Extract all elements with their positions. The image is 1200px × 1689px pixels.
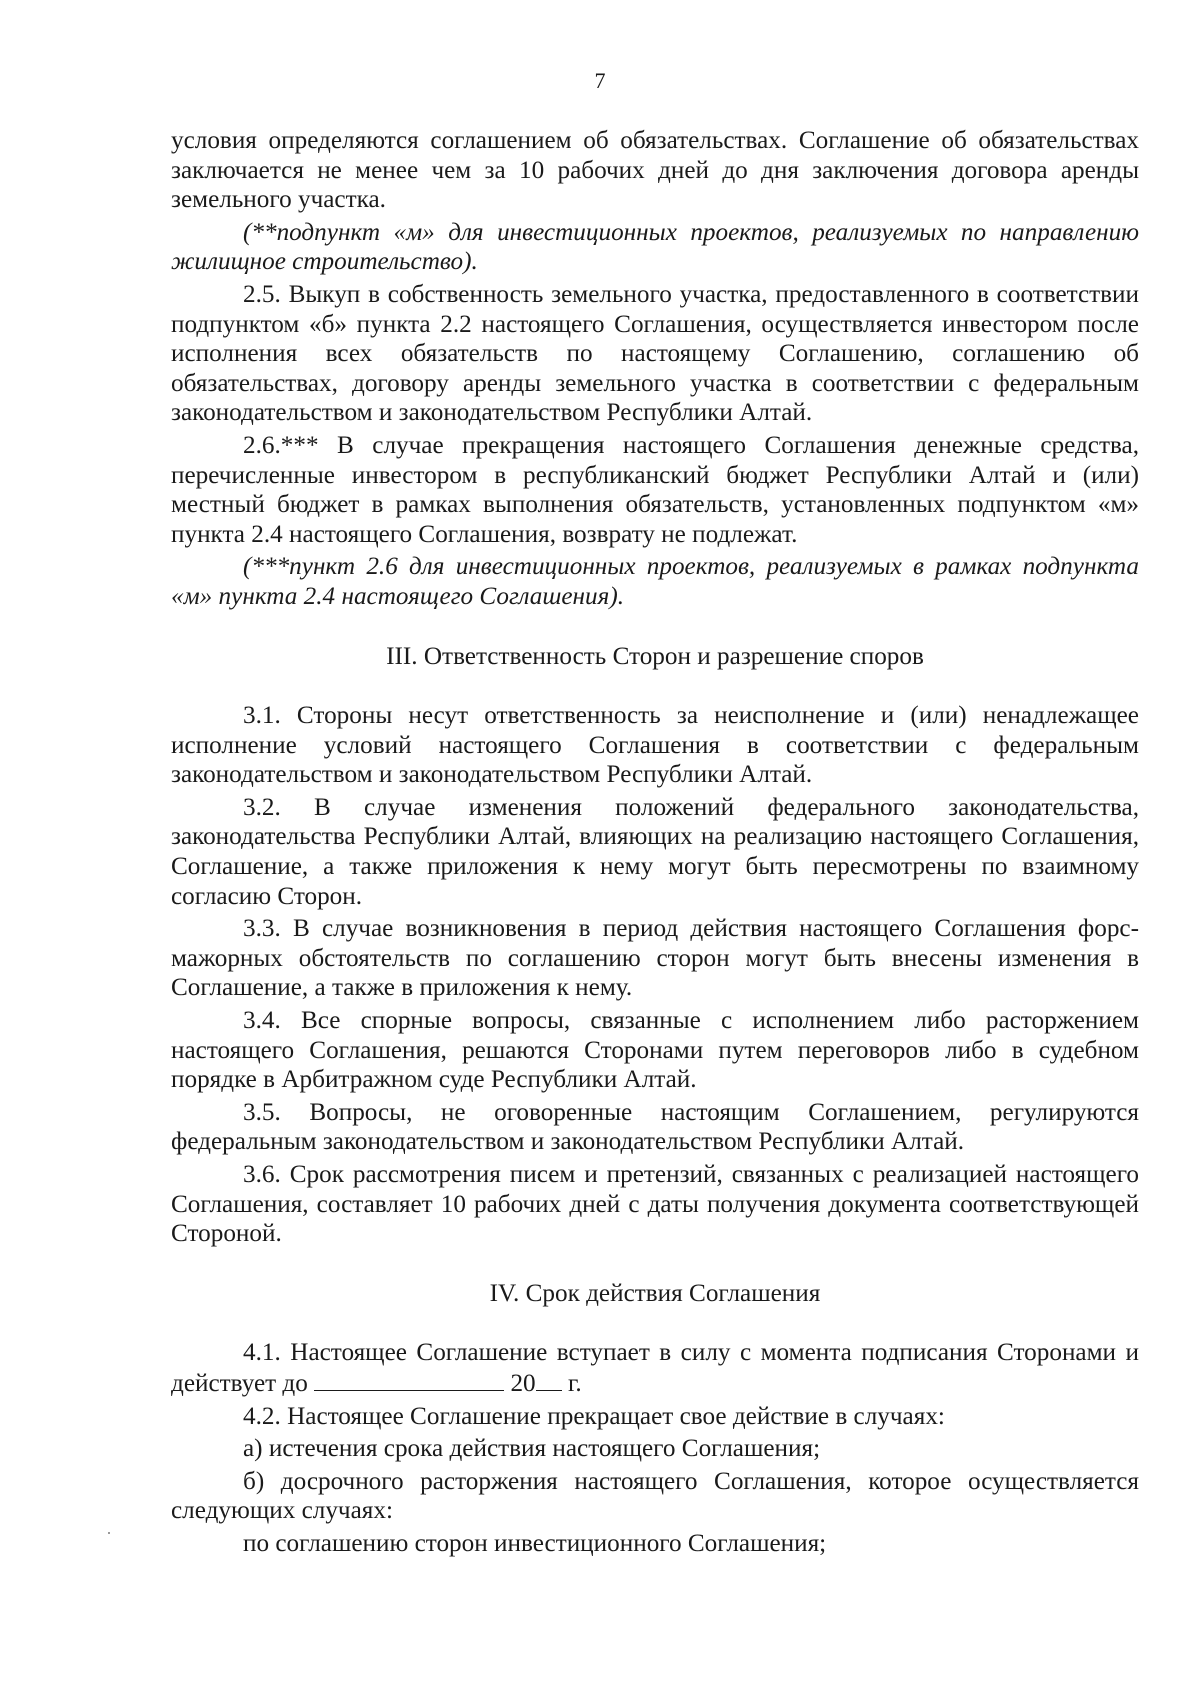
clause-3-6: 3.6. Срок рассмотрения писем и претензий, связанных с реализацией настоящего Соглашения, составляет 10 рабочих дней с даты получения документа соответствующей Стороной. xyxy=(171,1161,1139,1248)
clause-3-2: 3.2. В случае изменения положений федерального законодательства, законодательства Республики Алтай, влияющих на реализацию настоящего Соглашения, Соглашение, а также приложения к нему могут быть пересмотрены по взаимному согласию Сторон. xyxy=(171,793,1139,910)
year-prefix: 20 xyxy=(510,1369,536,1397)
clause-4-2-c: по соглашению сторон инвестиционного Соглашения; xyxy=(243,1529,827,1557)
clause-3-4: 3.4. Все спорные вопросы, связанные с исполнением либо расторжением настоящего Соглашения, решаются Сторонами путем переговоров либо в судебном порядке в Арбитражном суде Республики Алтай. xyxy=(171,1007,1139,1094)
clause-4-2: 4.2. Настоящее Соглашение прекращает свое действие в случаях: xyxy=(243,1402,945,1430)
document-body xyxy=(171,126,1139,1559)
clause-4-1 xyxy=(171,1338,1139,1398)
clause-2-5: 2.5. Выкуп в собственность земельного участка, предоставленного в соответствии подпунктом «б» пункта 2.2 настоящего Соглашения, осуществляется инвестором после исполнения всех обязательств по настоящему Соглашению, соглашению об обязательствах, договору аренды земельного участка в соответствии с федеральным законодательством и законодательством Республики Алтай. xyxy=(171,280,1139,427)
clause-4-2-b: б) досрочного расторжения настоящего Соглашения, которое осуществляется следующих случаях: xyxy=(171,1467,1139,1525)
footnote-subclause-m: (**подпункт «м» для инвестиционных проектов, реализуемых по направлению жилищное строительство). xyxy=(171,218,1139,276)
clause-3-5: 3.5. Вопросы, не оговоренные настоящим Соглашением, регулируются федеральным законодательством и законодательством Республики Алтай. xyxy=(171,1098,1139,1156)
section-heading-iii: III. Ответственность Сторон и разрешение споров xyxy=(386,642,924,670)
year-blank-field xyxy=(536,1368,562,1391)
date-blank-field xyxy=(314,1368,504,1391)
scan-speck xyxy=(108,1532,110,1534)
year-suffix: г. xyxy=(567,1369,582,1397)
clause-2-6: 2.6.*** В случае прекращения настоящего Соглашения денежные средства, перечисленные инвестором в республиканский бюджет Республики Алтай и (или) местный бюджет в рамках выполнения обязательств, установленных подпунктом «м» пункта 2.4 настоящего Соглашения, возврату не подлежат. xyxy=(171,431,1139,548)
clause-3-1: 3.1. Стороны несут ответственность за неисполнение и (или) ненадлежащее исполнение условий настоящего Соглашения в соответствии с федеральным законодательством и законодательством Республики Алтай. xyxy=(171,702,1139,789)
page-number: 7 xyxy=(594,68,606,93)
clause-4-1-text: 4.1. Настоящее Соглашение вступает в силу с момента подписания Сторонами и действует до xyxy=(171,1339,1139,1397)
clause-3-3: 3.3. В случае возникновения в период действия настоящего Соглашения форс-мажорных обстоятельств по соглашению сторон могут быть внесены изменения в Соглашение, а также в приложения к нему. xyxy=(171,915,1139,1002)
footnote-clause-2-6: (***пункт 2.6 для инвестиционных проектов, реализуемых в рамках подпункта «м» пункта 2.4 настоящего Соглашения). xyxy=(171,553,1139,610)
section-heading-iv: IV. Срок действия Соглашения xyxy=(489,1279,821,1307)
clause-4-2-a: а) истечения срока действия настоящего Соглашения; xyxy=(243,1435,821,1463)
paragraph-continuation: условия определяются соглашением об обязательствах. Соглашение об обязательствах заключается не менее чем за 10 рабочих дней до дня заключения договора аренды земельного участка. xyxy=(171,127,1139,214)
